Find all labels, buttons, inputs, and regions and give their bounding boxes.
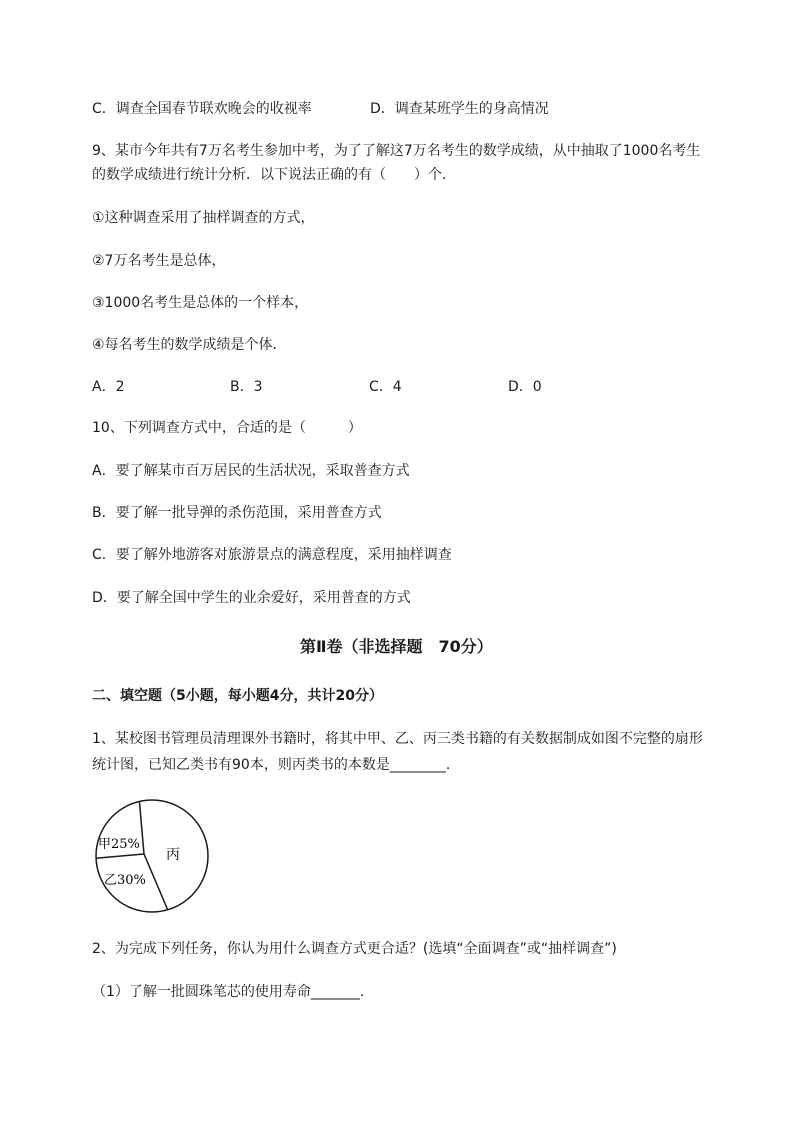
pie-label-yi: 乙30% — [104, 873, 146, 888]
q9-stem-line1: 9、某市今年共有7万名考生参加中考，为了了解这7万名考生的数学成绩，从中抽取了1000名考生 — [92, 143, 701, 159]
q9-statement-3: ③1000名考生是总体的一个样本， — [92, 295, 309, 311]
fill1-stem-line2: 统计图，已知乙类书有90本，则丙类书的本数是________. — [92, 757, 451, 773]
q10-option-b: B．要了解一批导弹的杀伤范围，采用普查方式 — [92, 505, 382, 521]
q10-option-a: A．要了解某市百万居民的生活状况，采取普查方式 — [92, 463, 410, 479]
fill2-stem: 2、为完成下列任务，你认为用什么调查方式更合适？(选填“全面调查”或“抽样调查”) — [92, 941, 617, 957]
q9-option-d: D．0 — [508, 379, 542, 395]
pie-chart — [92, 796, 212, 916]
part2-title: 第Ⅱ卷（非选择题 70分） — [300, 637, 493, 656]
q9-option-a: A．2 — [92, 379, 125, 395]
q8-option-d: D．调查某班学生的身高情况 — [370, 101, 549, 117]
q10-stem: 10、下列调查方式中，合适的是（ ） — [92, 420, 362, 436]
q9-option-b: B．3 — [230, 379, 263, 395]
q9-statement-2: ②7万名考生是总体， — [92, 253, 226, 269]
section-heading: 二、填空题（5小题，每小题4分，共计20分） — [92, 688, 383, 704]
q10-option-c: C．要了解外地游客对旅游景点的满意程度，采用抽样调查 — [92, 547, 452, 563]
q10-option-d: D．要了解全国中学生的业余爱好，采用普查的方式 — [92, 590, 411, 606]
pie-label-jia: 甲25% — [98, 837, 140, 852]
q8-option-c: C．调查全国春节联欢晚会的收视率 — [92, 101, 312, 117]
q9-option-c: C．4 — [369, 379, 402, 395]
q9-stem-line2: 的数学成绩进行统计分析．以下说法正确的有（ ）个． — [92, 167, 456, 183]
q9-statement-4: ④每名考生的数学成绩是个体． — [92, 337, 287, 353]
fill2-sub1: （1）了解一批圆珠笔芯的使用寿命_______. — [92, 984, 365, 1000]
q9-statement-1: ①这种调查采用了抽样调查的方式， — [92, 210, 315, 226]
fill1-stem-line1: 1、某校图书管理员清理课外书籍时，将其中甲、乙、丙三类书籍的有关数据制成如图不完整的扇形 — [92, 731, 703, 747]
pie-label-bing: 丙 — [166, 847, 180, 863]
